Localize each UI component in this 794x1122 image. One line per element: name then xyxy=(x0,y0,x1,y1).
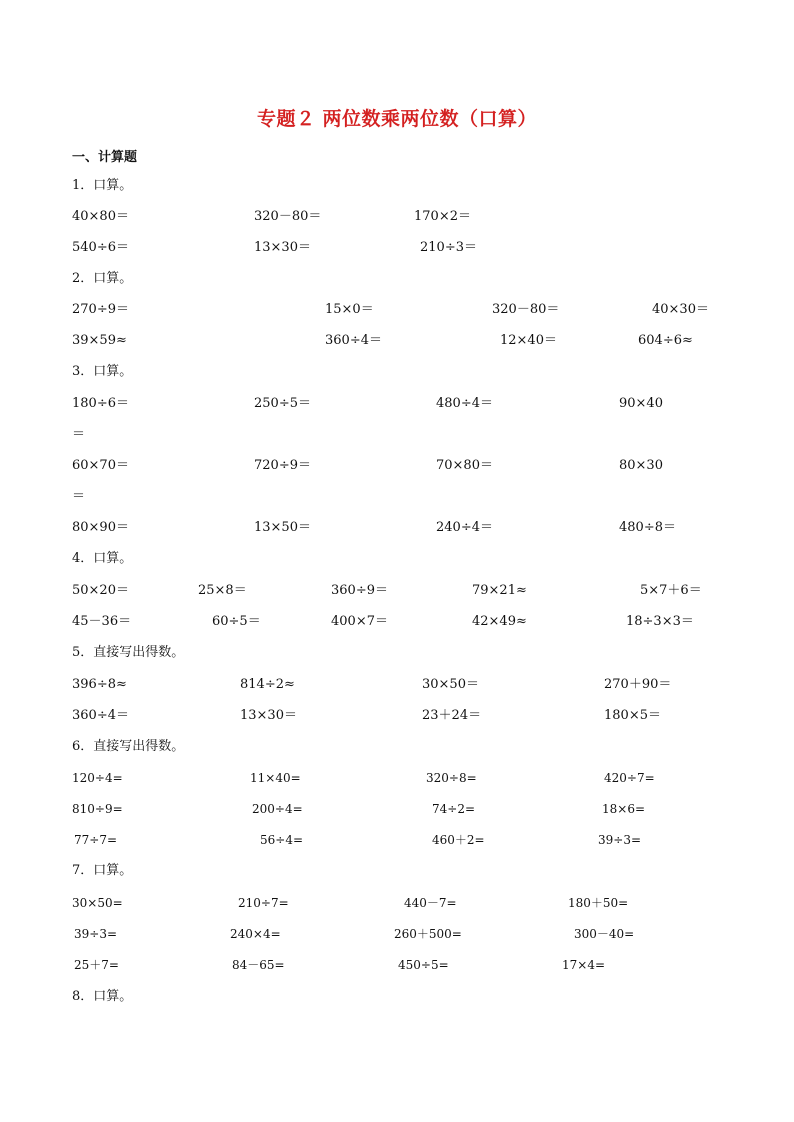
math-expression: 420÷7= xyxy=(604,771,655,785)
math-expression: 12×40＝ xyxy=(500,333,557,348)
problem-label: 4．口算。 xyxy=(72,551,133,566)
problem-label: 2．口算。 xyxy=(72,271,133,286)
math-expression: 23＋24＝ xyxy=(422,708,482,723)
math-expression: 25×8＝ xyxy=(198,583,247,598)
math-expression: 210÷7= xyxy=(238,896,289,910)
math-expression: 300－40= xyxy=(574,927,635,941)
math-expression: 42×49≈ xyxy=(472,614,527,629)
math-expression: 13×30＝ xyxy=(240,708,297,723)
math-expression: 74÷2= xyxy=(432,802,476,816)
math-expression: 480÷4＝ xyxy=(436,396,493,411)
math-expression: 440－7= xyxy=(404,896,457,910)
math-expression: 320－80＝ xyxy=(492,302,560,317)
section-heading: 一、计算题 xyxy=(72,150,138,165)
math-expression: 120÷4= xyxy=(72,771,123,785)
math-expression: 480÷8＝ xyxy=(619,520,676,535)
math-expression: 360÷4＝ xyxy=(72,708,129,723)
math-expression: ＝ xyxy=(72,489,86,504)
math-expression: 39÷3= xyxy=(598,833,642,847)
math-expression: 250÷5＝ xyxy=(254,396,311,411)
math-expression: 79×21≈ xyxy=(472,583,527,598)
math-expression: 40×80＝ xyxy=(72,209,129,224)
math-expression: 360÷9＝ xyxy=(331,583,388,598)
math-expression: 180÷6＝ xyxy=(72,396,129,411)
math-expression: 13×50＝ xyxy=(254,520,311,535)
math-expression: 39×59≈ xyxy=(72,333,127,348)
math-expression: 11×40= xyxy=(250,771,301,785)
math-expression: 460＋2= xyxy=(432,833,485,847)
page-title: 专题２ 两位数乘两位数（口算） xyxy=(256,108,538,130)
math-expression: 17×4= xyxy=(562,958,606,972)
math-expression: 240÷4＝ xyxy=(436,520,493,535)
math-expression: 720÷9＝ xyxy=(254,458,311,473)
math-expression: 80×30 xyxy=(619,458,663,473)
math-expression: 396÷8≈ xyxy=(72,677,127,692)
problem-label: 1．口算。 xyxy=(72,178,133,193)
math-expression: 260＋500= xyxy=(394,927,462,941)
math-expression: 270＋90＝ xyxy=(604,677,672,692)
math-expression: 70×80＝ xyxy=(436,458,493,473)
math-expression: 210÷3＝ xyxy=(420,240,477,255)
math-expression: 45－36＝ xyxy=(72,614,132,629)
math-expression: 56÷4= xyxy=(260,833,304,847)
math-expression: 84－65= xyxy=(232,958,285,972)
math-expression: 25＋7= xyxy=(74,958,119,972)
math-expression: 30×50＝ xyxy=(422,677,479,692)
math-expression: 270÷9＝ xyxy=(72,302,129,317)
math-expression: 15×0＝ xyxy=(325,302,374,317)
problem-label: 8．口算。 xyxy=(72,989,133,1004)
math-expression: 540÷6＝ xyxy=(72,240,129,255)
math-expression: 240×4= xyxy=(230,927,281,941)
math-expression: 30×50= xyxy=(72,896,123,910)
math-expression: 810÷9= xyxy=(72,802,123,816)
math-expression: 40×30＝ xyxy=(652,302,709,317)
math-expression: 320÷8= xyxy=(426,771,477,785)
math-expression: 320－80＝ xyxy=(254,209,322,224)
math-expression: 814÷2≈ xyxy=(240,677,295,692)
problem-label: 7．口算。 xyxy=(72,863,133,878)
math-expression: 400×7＝ xyxy=(331,614,388,629)
math-expression: 180＋50= xyxy=(568,896,629,910)
math-expression: 450÷5= xyxy=(398,958,449,972)
math-expression: 60×70＝ xyxy=(72,458,129,473)
math-expression: 90×40 xyxy=(619,396,663,411)
math-expression: 80×90＝ xyxy=(72,520,129,535)
math-expression: 18×6= xyxy=(602,802,646,816)
math-expression: 39÷3= xyxy=(74,927,118,941)
math-expression: 13×30＝ xyxy=(254,240,311,255)
problem-label: 5．直接写出得数。 xyxy=(72,645,185,660)
math-expression: 200÷4= xyxy=(252,802,303,816)
math-expression: 360÷4＝ xyxy=(325,333,382,348)
math-expression: ＝ xyxy=(72,427,86,442)
math-expression: 5×7＋6＝ xyxy=(640,583,702,598)
math-expression: 60÷5＝ xyxy=(212,614,261,629)
math-expression: 77÷7= xyxy=(74,833,118,847)
math-expression: 180×5＝ xyxy=(604,708,661,723)
problem-label: 6．直接写出得数。 xyxy=(72,739,185,754)
math-expression: 604÷6≈ xyxy=(638,333,693,348)
math-expression: 50×20＝ xyxy=(72,583,129,598)
problem-label: 3．口算。 xyxy=(72,364,133,379)
math-expression: 18÷3×3＝ xyxy=(626,614,694,629)
math-expression: 170×2＝ xyxy=(414,209,471,224)
